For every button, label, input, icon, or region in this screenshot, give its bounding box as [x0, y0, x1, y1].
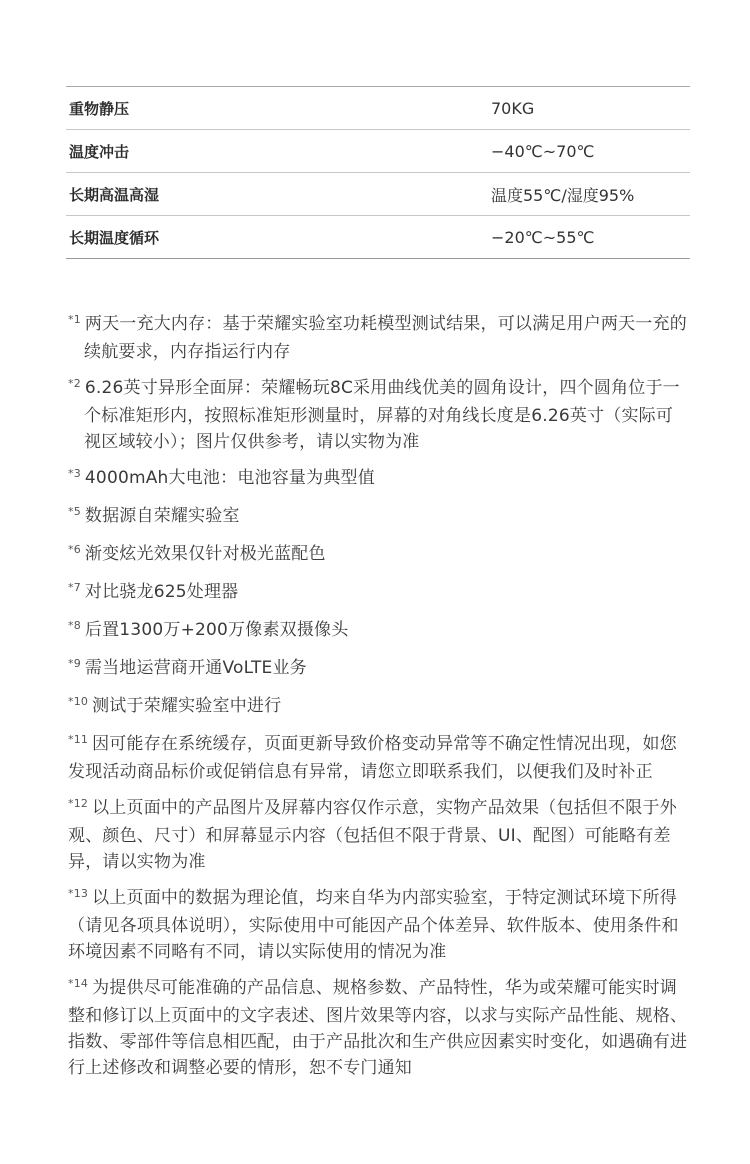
footnote-text: 因可能存在系统缓存，页面更新导致价格变动异常等不确定性情况出现，如您发现活动商品标价或促销信息有异常，请您立即联系我们，以便我们及时补正	[68, 734, 677, 782]
footnote-text: 对比骁龙625处理器	[84, 582, 239, 602]
footnote-mark: *1	[68, 313, 81, 326]
footnote	[68, 617, 690, 645]
spec-value: −20℃~55℃	[491, 227, 595, 247]
footnote	[68, 795, 690, 875]
footnote	[68, 311, 690, 365]
spec-value: −40℃~70℃	[491, 141, 595, 161]
footnote-mark: *10	[68, 695, 89, 708]
spec-name: 重物静压	[69, 99, 130, 118]
spec-name: 长期温度循环	[69, 228, 160, 247]
spec-value: 温度55℃/湿度95%	[491, 185, 635, 205]
footnote-text: 为提供尽可能准确的产品信息、规格参数、产品特性，华为或荣耀可能实时调整和修订以上页面中的文字表述、图片效果等内容，以求与实际产品性能、规格、指数、零部件等信息相匹配，由于产品批次和生产供应因素实时变化，如遇确有进行上述修改和调整必要的情形，恕不专门通知	[68, 978, 688, 1078]
footnote	[68, 655, 690, 683]
footnote-mark: *7	[68, 581, 81, 594]
footnote-text: 以上页面中的数据为理论值，均来自华为内部实验室，于特定测试环境下所得（请见各项具体说明），实际使用中可能因产品个体差异、软件版本、使用条件和环境因素不同略有不同，请以实际使用的情况为准	[68, 888, 679, 962]
spec-value: 70KG	[491, 98, 535, 118]
footnote-mark: *2	[68, 377, 81, 390]
spec-name: 温度冲击	[69, 142, 130, 161]
footnote-mark: *8	[68, 619, 81, 632]
footnote	[68, 731, 690, 785]
footnote-mark: *9	[68, 657, 81, 670]
footnote-mark: *14	[68, 977, 89, 990]
footnote	[68, 579, 690, 607]
spec-row	[66, 216, 690, 259]
footnote-text: 渐变炫光效果仅针对极光蓝配色	[84, 544, 326, 564]
footnote-mark: *6	[68, 543, 81, 556]
footnote-mark: *11	[68, 733, 89, 746]
footnotes	[68, 311, 690, 1091]
footnote-text: 需当地运营商开通VoLTE业务	[84, 658, 307, 678]
footnote-text: 6.26英寸异形全面屏：荣耀畅玩8C采用曲线优美的圆角设计，四个圆角位于一个标准矩形内，按照标准矩形测量时，屏幕的对角线长度是6.26英寸（实际可视区域较小）；图片仅供参考，请以实物为准	[84, 378, 680, 452]
footnote-mark: *3	[68, 467, 81, 480]
footnote	[68, 885, 690, 965]
spec-row	[66, 87, 690, 130]
footnote	[68, 465, 690, 493]
footnote	[68, 503, 690, 531]
footnote-mark: *13	[68, 887, 89, 900]
footnote	[68, 693, 690, 721]
footnote	[68, 541, 690, 569]
spec-name: 长期高温高湿	[69, 185, 160, 204]
spec-table	[66, 86, 690, 259]
footnote	[68, 975, 690, 1081]
footnote-text: 测试于荣耀实验室中进行	[92, 696, 282, 716]
footnote-mark: *5	[68, 505, 81, 518]
spec-row	[66, 173, 690, 216]
footnote-text: 后置1300万+200万像素双摄像头	[84, 620, 349, 640]
footnote	[68, 375, 690, 455]
footnote-mark: *12	[68, 797, 89, 810]
footnote-text: 4000mAh大电池：电池容量为典型值	[84, 468, 375, 488]
footnote-text: 以上页面中的产品图片及屏幕内容仅作示意，实物产品效果（包括但不限于外观、颜色、尺寸）和屏幕显示内容（包括但不限于背景、UI、配图）可能略有差异，请以实物为准	[68, 798, 677, 872]
footnote-text: 两天一充大内存：基于荣耀实验室功耗模型测试结果，可以满足用户两天一充的续航要求，内存指运行内存	[84, 314, 687, 362]
spec-row	[66, 130, 690, 173]
footnote-text: 数据源自荣耀实验室	[84, 506, 240, 526]
